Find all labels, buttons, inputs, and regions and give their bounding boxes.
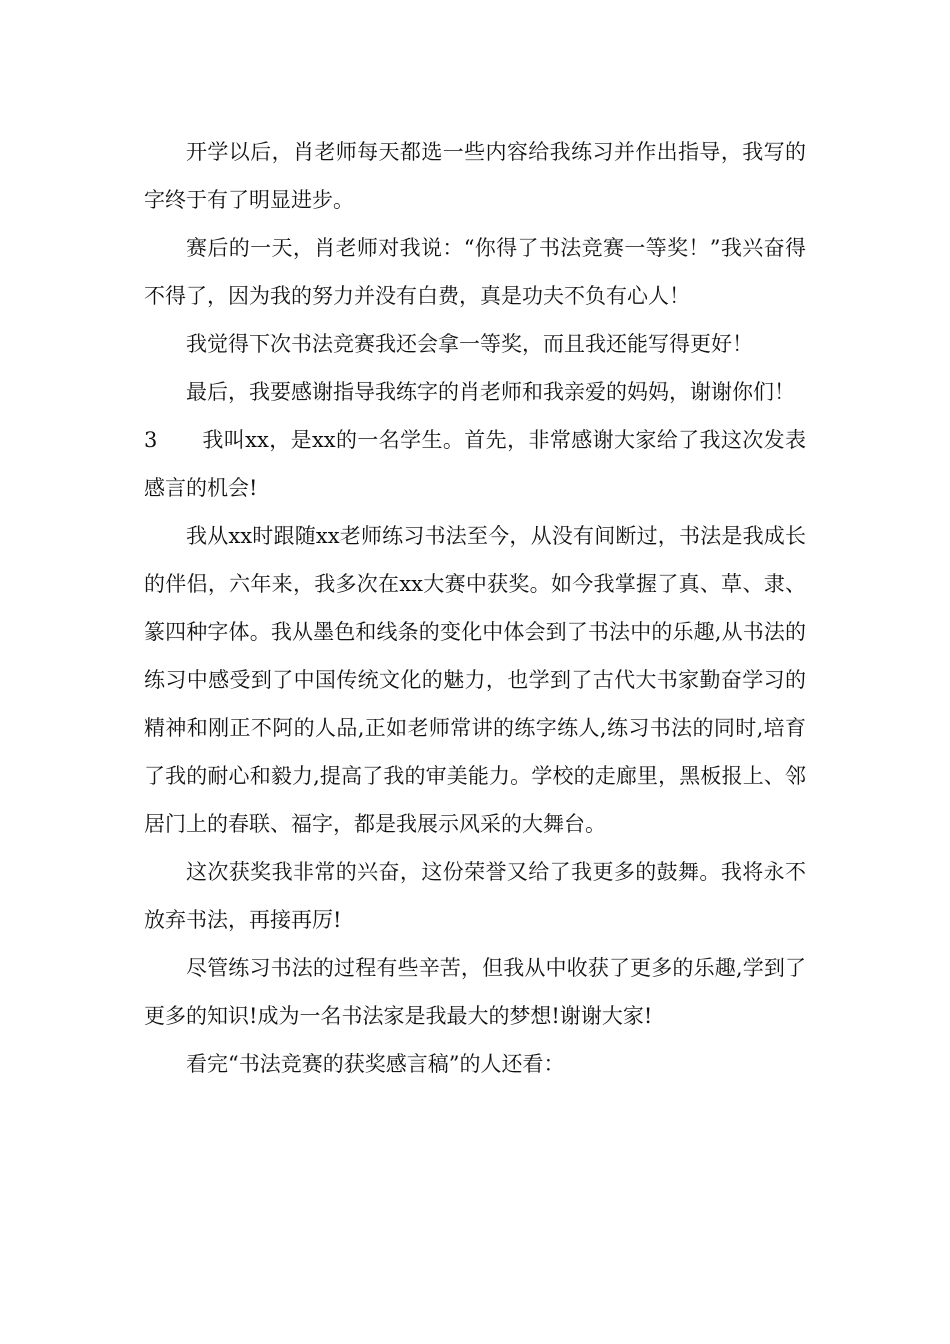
paragraph: 尽管练习书法的过程有些辛苦，但我从中收获了更多的乐趣,学到了更多的知识!成为一名书法家是我最大的梦想!谢谢大家! <box>144 956 806 1028</box>
numbered-paragraph <box>144 416 806 512</box>
paragraph: 我觉得下次书法竞赛我还会拿一等奖，而且我还能写得更好！ <box>186 332 753 356</box>
paragraph-text: 我叫xx，是xx的一名学生。首先，非常感谢大家给了我这次发表感言的机会! <box>144 428 806 500</box>
paragraph: 开学以后，肖老师每天都选一些内容给我练习并作出指导，我写的字终于有了明显进步。 <box>144 140 806 212</box>
paragraph: 最后，我要感谢指导我练字的肖老师和我亲爱的妈妈，谢谢你们！ <box>186 380 795 404</box>
paragraph: 看完“书法竞赛的获奖感言稿”的人还看： <box>186 1052 565 1076</box>
document-body <box>144 128 806 1088</box>
paragraph-number: 3 <box>144 428 158 452</box>
paragraph: 赛后的一天，肖老师对我说：“你得了书法竞赛一等奖！”我兴奋得不得了，因为我的努力并没有白费，真是功夫不负有心人！ <box>144 236 806 308</box>
paragraph: 我从xx时跟随xx老师练习书法至今，从没有间断过，书法是我成长的伴侣，六年来，我多次在xx大赛中获奖。如今我掌握了真、草、隶、篆四种字体。我从墨色和线条的变化中体会到了书法中的乐趣,从书法的练习中感受到了中国传统文化的魅力，也学到了古代大书家勤奋学习的精神和刚正不阿的人品,正如老师常讲的练字练人,练习书法的同时,培育了我的耐心和毅力,提高了我的审美能力。学校的走廊里，黑板报上、邻居门上的春联、福字，都是我展示风采的大舞台。 <box>144 524 806 836</box>
paragraph: 这次获奖我非常的兴奋，这份荣誉又给了我更多的鼓舞。我将永不放弃书法，再接再厉! <box>144 860 806 932</box>
